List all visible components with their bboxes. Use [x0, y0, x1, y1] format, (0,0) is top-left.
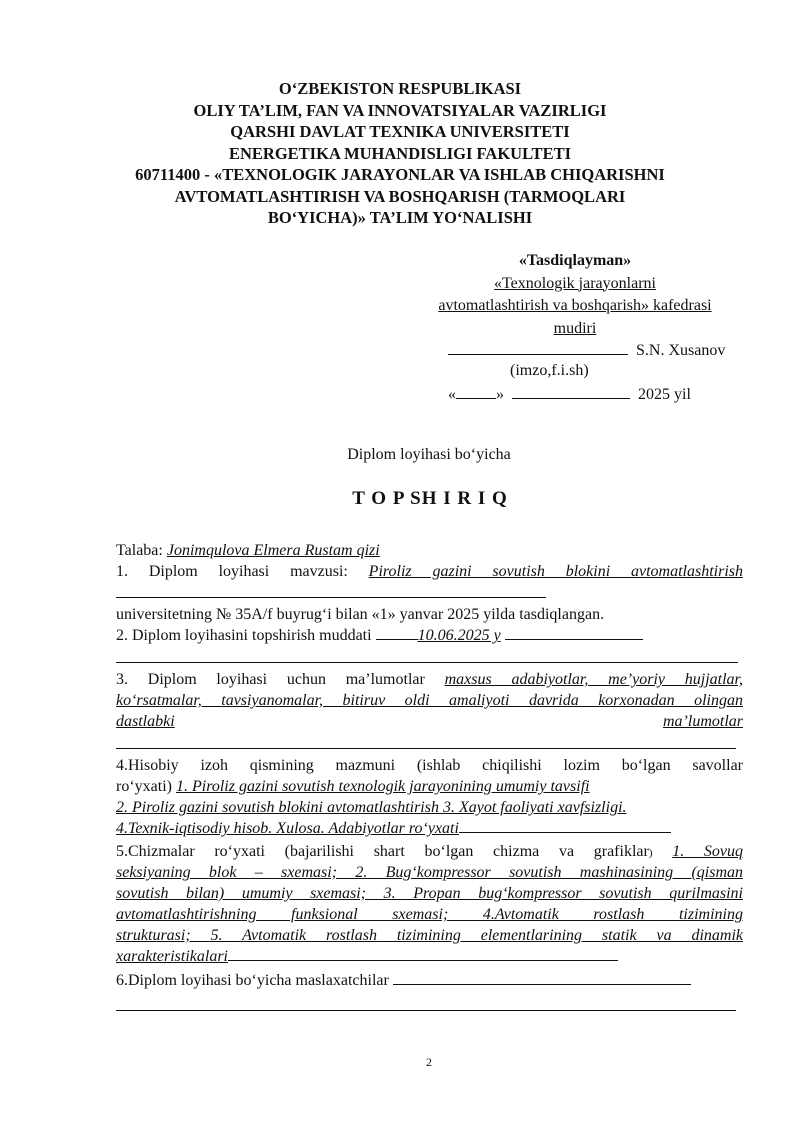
item6-line	[116, 970, 743, 991]
day-blank	[456, 384, 496, 399]
item4-line-1: 4.Hisobiy izoh qismining mazmuni (ishlab chiqilishi lozim bo‘lgan savollar	[116, 757, 743, 774]
item5-line-6	[116, 946, 743, 967]
item3-line-1	[116, 669, 743, 690]
item3-line-3	[116, 711, 743, 732]
signature-blank	[448, 340, 628, 355]
item5-line-1	[116, 841, 743, 864]
header-line: ENERGETIKA MUHANDISLIGI FAKULTETI	[229, 143, 571, 163]
item3-blank-line	[116, 748, 736, 749]
header-line: BO‘YICHA)» TA’LIM YO‘NALISHI	[267, 208, 533, 227]
document-header	[0, 78, 800, 229]
item4-line-2	[116, 776, 743, 797]
item2-blank-after	[505, 625, 643, 640]
item5-text-3: sovutish bilan) umumiy sxemasi; 3. Propan bug‘kompressor sovutish qurilmasini	[116, 885, 743, 902]
item3-label: 3. Diplom loyihasi uchun ma’lumotlar	[116, 671, 425, 688]
item3-text-2: ko‘rsatmalar, tavsiyanomalar, bitiruv oldi amaliyoti davrida korxonadan olingan	[116, 692, 743, 709]
item6-label: 6.Diplom loyihasi bo‘yicha maslaxatchilar	[116, 972, 389, 989]
student-line	[116, 540, 743, 561]
item6-blank	[393, 970, 691, 985]
item5-blank	[228, 946, 618, 961]
item3-text-1: maxsus adabiyotlar, me’yoriy hujjatlar,	[444, 671, 744, 688]
student-name: Jonimqulova Elmera Rustam qizi	[166, 542, 380, 559]
month-blank	[512, 384, 630, 399]
item4-line-4	[116, 818, 743, 839]
item2-line	[116, 625, 743, 646]
item2-blank-line	[116, 662, 738, 663]
item5-text-1: 1. Sovuq	[672, 843, 744, 860]
item4-text-3: 2. Piroliz gazini sovutish blokini avtomatlashtirish 3. Xayot faoliyati xavfsizligi.	[116, 799, 627, 816]
approver-name: S.N. Xusanov	[636, 342, 726, 359]
approval-line-3: mudiri	[553, 319, 597, 337]
item2-label: 2. Diplom loyihasini topshirish muddati	[116, 627, 372, 644]
approval-title: «Tasdiqlayman»	[518, 252, 632, 269]
item5-text-5: strukturasi; 5. Avtomatik rostlash tizimining elementlarining statik va dinamik	[116, 927, 743, 944]
item1-line-1	[116, 561, 743, 582]
item5-text-6: xarakteristikalari	[116, 948, 228, 965]
student-label: Talaba:	[116, 542, 163, 559]
approval-line-1: «Texnologik jarayonlarni	[494, 274, 656, 292]
item2-blank-before	[376, 625, 418, 640]
item4-label-2: ro‘yxati)	[116, 778, 172, 795]
signature-line	[448, 340, 768, 360]
item2-date: 10.06.2025 y	[417, 627, 501, 644]
item5-label: 5.Chizmalar ro‘yxati (bajarilishi shart bo‘lgan chizma va grafiklar	[116, 843, 649, 860]
signature-hint: (imzo,f.i.sh)	[510, 362, 589, 379]
item3-text-3b: ma’lumotlar	[663, 713, 743, 730]
item5-text-2: seksiyaning blok – sxemasi; 2. Bug‘kompressor sovutish mashinasining (qisman	[116, 864, 743, 881]
approval-block	[405, 250, 745, 340]
item1-blank-line	[116, 597, 546, 598]
date-open-quote: «	[448, 386, 456, 403]
header-line: OLIY TA’LIM, FAN VA INNOVATSIYALAR VAZIRLIGI	[193, 100, 607, 120]
item1-label: 1. Diplom loyihasi mavzusi:	[116, 563, 348, 580]
date-close-quote: »	[496, 386, 504, 403]
document-subtitle: Diplom loyihasi bo‘yicha	[347, 446, 511, 463]
header-line: 60711400 - «TEXNOLOGIK JARAYONLAR VA ISHLAB CHIQARISHNI	[135, 165, 665, 184]
item5-text-4: avtomatlashtirishning funksional sxemasi; 4.Avtomatik rostlash tizimining	[116, 906, 743, 923]
item6-blank-line	[116, 1010, 736, 1011]
approval-date-line	[448, 384, 768, 404]
header-line: AVTOMATLASHTIRISH VA BOSHQARISH (TARMOQLARI	[174, 186, 626, 206]
item4-text-2: 1. Piroliz gazini sovutish texnologik jarayonining umumiy tavsifi	[175, 778, 590, 795]
approval-line-2: avtomatlashtirish va boshqarish» kafedrasi	[438, 297, 712, 314]
approval-year: 2025 yil	[638, 386, 691, 403]
item1-topic: Piroliz gazini sovutish blokini avtomatlashtirish	[368, 563, 743, 580]
item4-text-4: 4.Texnik-iqtisodiy hisob. Xulosa. Adabiyotlar ro‘yxati	[116, 820, 459, 837]
item3-text-3a: dastlabki	[116, 713, 175, 730]
page-number: 2	[426, 1055, 432, 1069]
item5-paren: )	[648, 847, 653, 859]
header-line: QARSHI DAVLAT TEXNIKA UNIVERSITETI	[230, 122, 570, 141]
item4-blank	[459, 818, 671, 833]
header-line: O‘ZBEKISTON RESPUBLIKASI	[278, 79, 522, 98]
document-title: T O P SH I R I Q	[352, 488, 508, 509]
item1-approval: universitetning № 35A/f buyrug‘i bilan «1» yanvar 2025 yilda tasdiqlangan.	[116, 606, 605, 623]
